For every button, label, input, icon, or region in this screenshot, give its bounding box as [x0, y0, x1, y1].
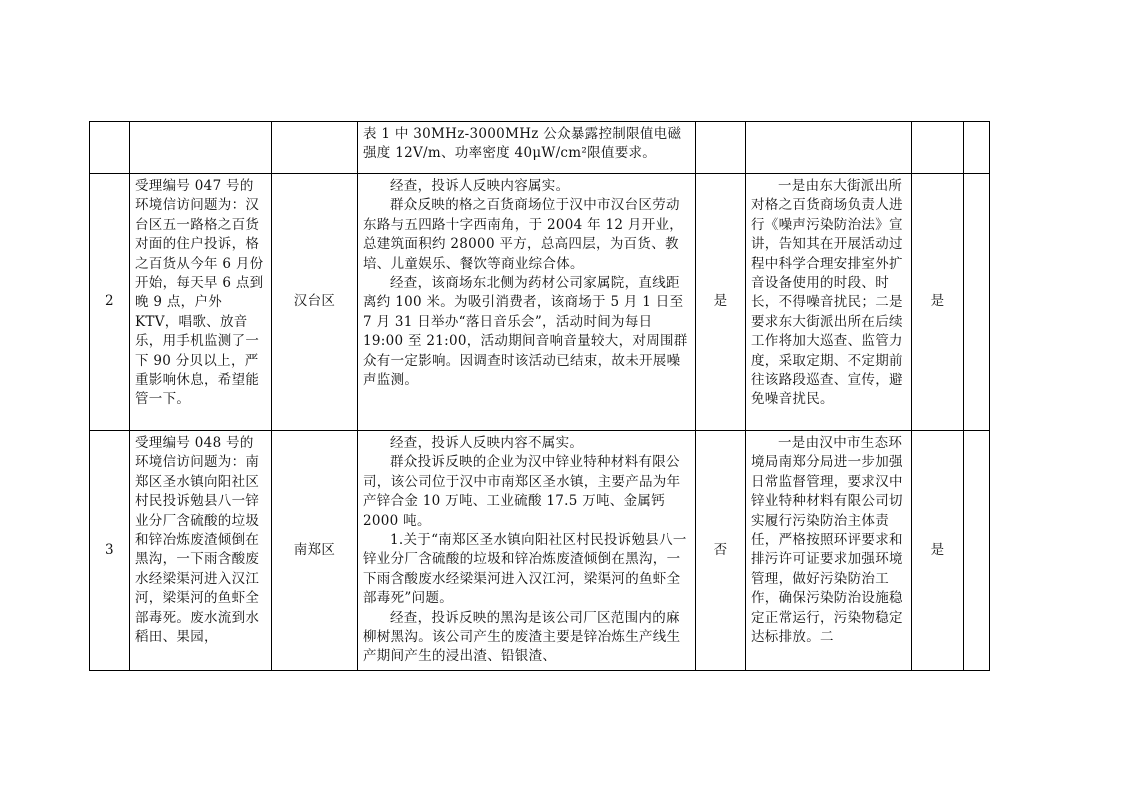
complaint-cell [130, 122, 272, 174]
remark-cell [964, 174, 990, 431]
findings-paragraph: 表 1 中 30MHz-3000MHz 公众暴露控制限值电磁强度 12V/m、功率密度 40μW/cm²限值要求。 [363, 126, 682, 162]
district-cell: 南郑区 [272, 431, 358, 671]
district-cell: 汉台区 [272, 174, 358, 431]
verified-cell: 否 [696, 431, 746, 671]
rectified-cell: 是 [912, 431, 964, 671]
row-number-cell [90, 122, 130, 174]
table-row [90, 174, 990, 431]
findings-paragraph: 经查，该商场东北侧为药材公司家属院，直线距离约 100 米。为吸引消费者，该商场于 5 月 1 日至 7 月 31 日举办“落日音乐会”，活动时间为每日 19:00 至 21:00，活动期间音响音量较大，对周围群众有一定影响。因调查时该活动已结束，故未开展噪声监测。 [363, 275, 688, 389]
measures-paragraph: 一是由东大街派出所对格之百货商场负责人进行《噪声污染防治法》宣讲，告知其在开展活动过程中科学合理安排室外扩音设备使用的时段、时长，不得噪音扰民；二是要求东大街派出所在后续工作将加大巡查、监管力度，采取定期、不定期前往该路段巡查、宣传，避免噪音扰民。 [751, 178, 903, 408]
findings-cell [358, 122, 696, 174]
rectified-cell [912, 122, 964, 174]
findings-paragraph: 经查，投诉反映的黑沟是该公司厂区范围内的麻柳树黑沟。该公司产生的废渣主要是锌冶炼生产线生产期间产生的浸出渣、铅银渣、 [363, 609, 681, 665]
complaint-cell: 受理编号 048 号的环境信访问题为：南郑区圣水镇向阳社区村民投诉勉县八一锌业分厂含硫酸的垃圾和锌冶炼废渣倾倒在黑沟，一下雨含酸废水经梁渠河进入汉江河，梁渠河的鱼虾全部毒死。废水流到水稻田、果园， [130, 431, 272, 671]
findings-paragraph: 群众投诉反映的企业为汉中锌业特种材料有限公司，该公司位于汉中市南郑区圣水镇，主要产品为年产锌合金 10 万吨、工业硫酸 17.5 万吨、金属钙 2000 吨。 [363, 454, 681, 529]
measures-cell [746, 122, 912, 174]
table-row [90, 431, 990, 671]
measures-cell [746, 174, 912, 431]
remark-cell [964, 122, 990, 174]
verified-cell [696, 122, 746, 174]
measures-paragraph: 一是由汉中市生态环境局南郑分局进一步加强日常监督管理，要求汉中锌业特种材料有限公司切实履行污染防治主体责任，严格按照环评要求和排污许可证要求加强环境管理，做好污染防治工作，确保污染防治设施稳定正常运行，污染物稳定达标排放。二 [751, 435, 903, 646]
row-number-cell: 2 [90, 174, 130, 431]
findings-cell [358, 174, 696, 431]
rectified-cell: 是 [912, 174, 964, 431]
remark-cell [964, 431, 990, 671]
findings-paragraph: 群众反映的格之百货商场位于汉中市汉台区劳动东路与五四路十字西南角，于 2004 年 12 月开业，总建筑面积约 28000 平方，总高四层，为百货、教培、儿童娱乐、餐饮等商业综合体。 [363, 197, 684, 272]
verified-cell: 是 [696, 174, 746, 431]
table-row [90, 122, 990, 174]
findings-paragraph: 经查，投诉人反映内容属实。 [390, 178, 570, 194]
findings-paragraph: 经查，投诉人反映内容不属实。 [390, 435, 584, 451]
measures-cell [746, 431, 912, 671]
complaint-table [89, 121, 990, 671]
district-cell [272, 122, 358, 174]
findings-paragraph: 1.关于“南郑区圣水镇向阳社区村民投诉勉县八一锌业分厂含硫酸的垃圾和锌冶炼废渣倾倒在黑沟，一下雨含酸废水经梁渠河进入汉江河，梁渠河的鱼虾全部毒死”问题。 [363, 532, 687, 607]
findings-cell [358, 431, 696, 671]
complaint-cell: 受理编号 047 号的环境信访问题为：汉台区五一路格之百货对面的住户投诉，格之百货从今年 6 月份开始，每天早 6 点到晚 9 点，户外 KTV，唱歌、放音乐，用手机监测了一下 90 分贝以上，严重影响休息，希望能管一下。 [130, 174, 272, 431]
row-number-cell: 3 [90, 431, 130, 671]
